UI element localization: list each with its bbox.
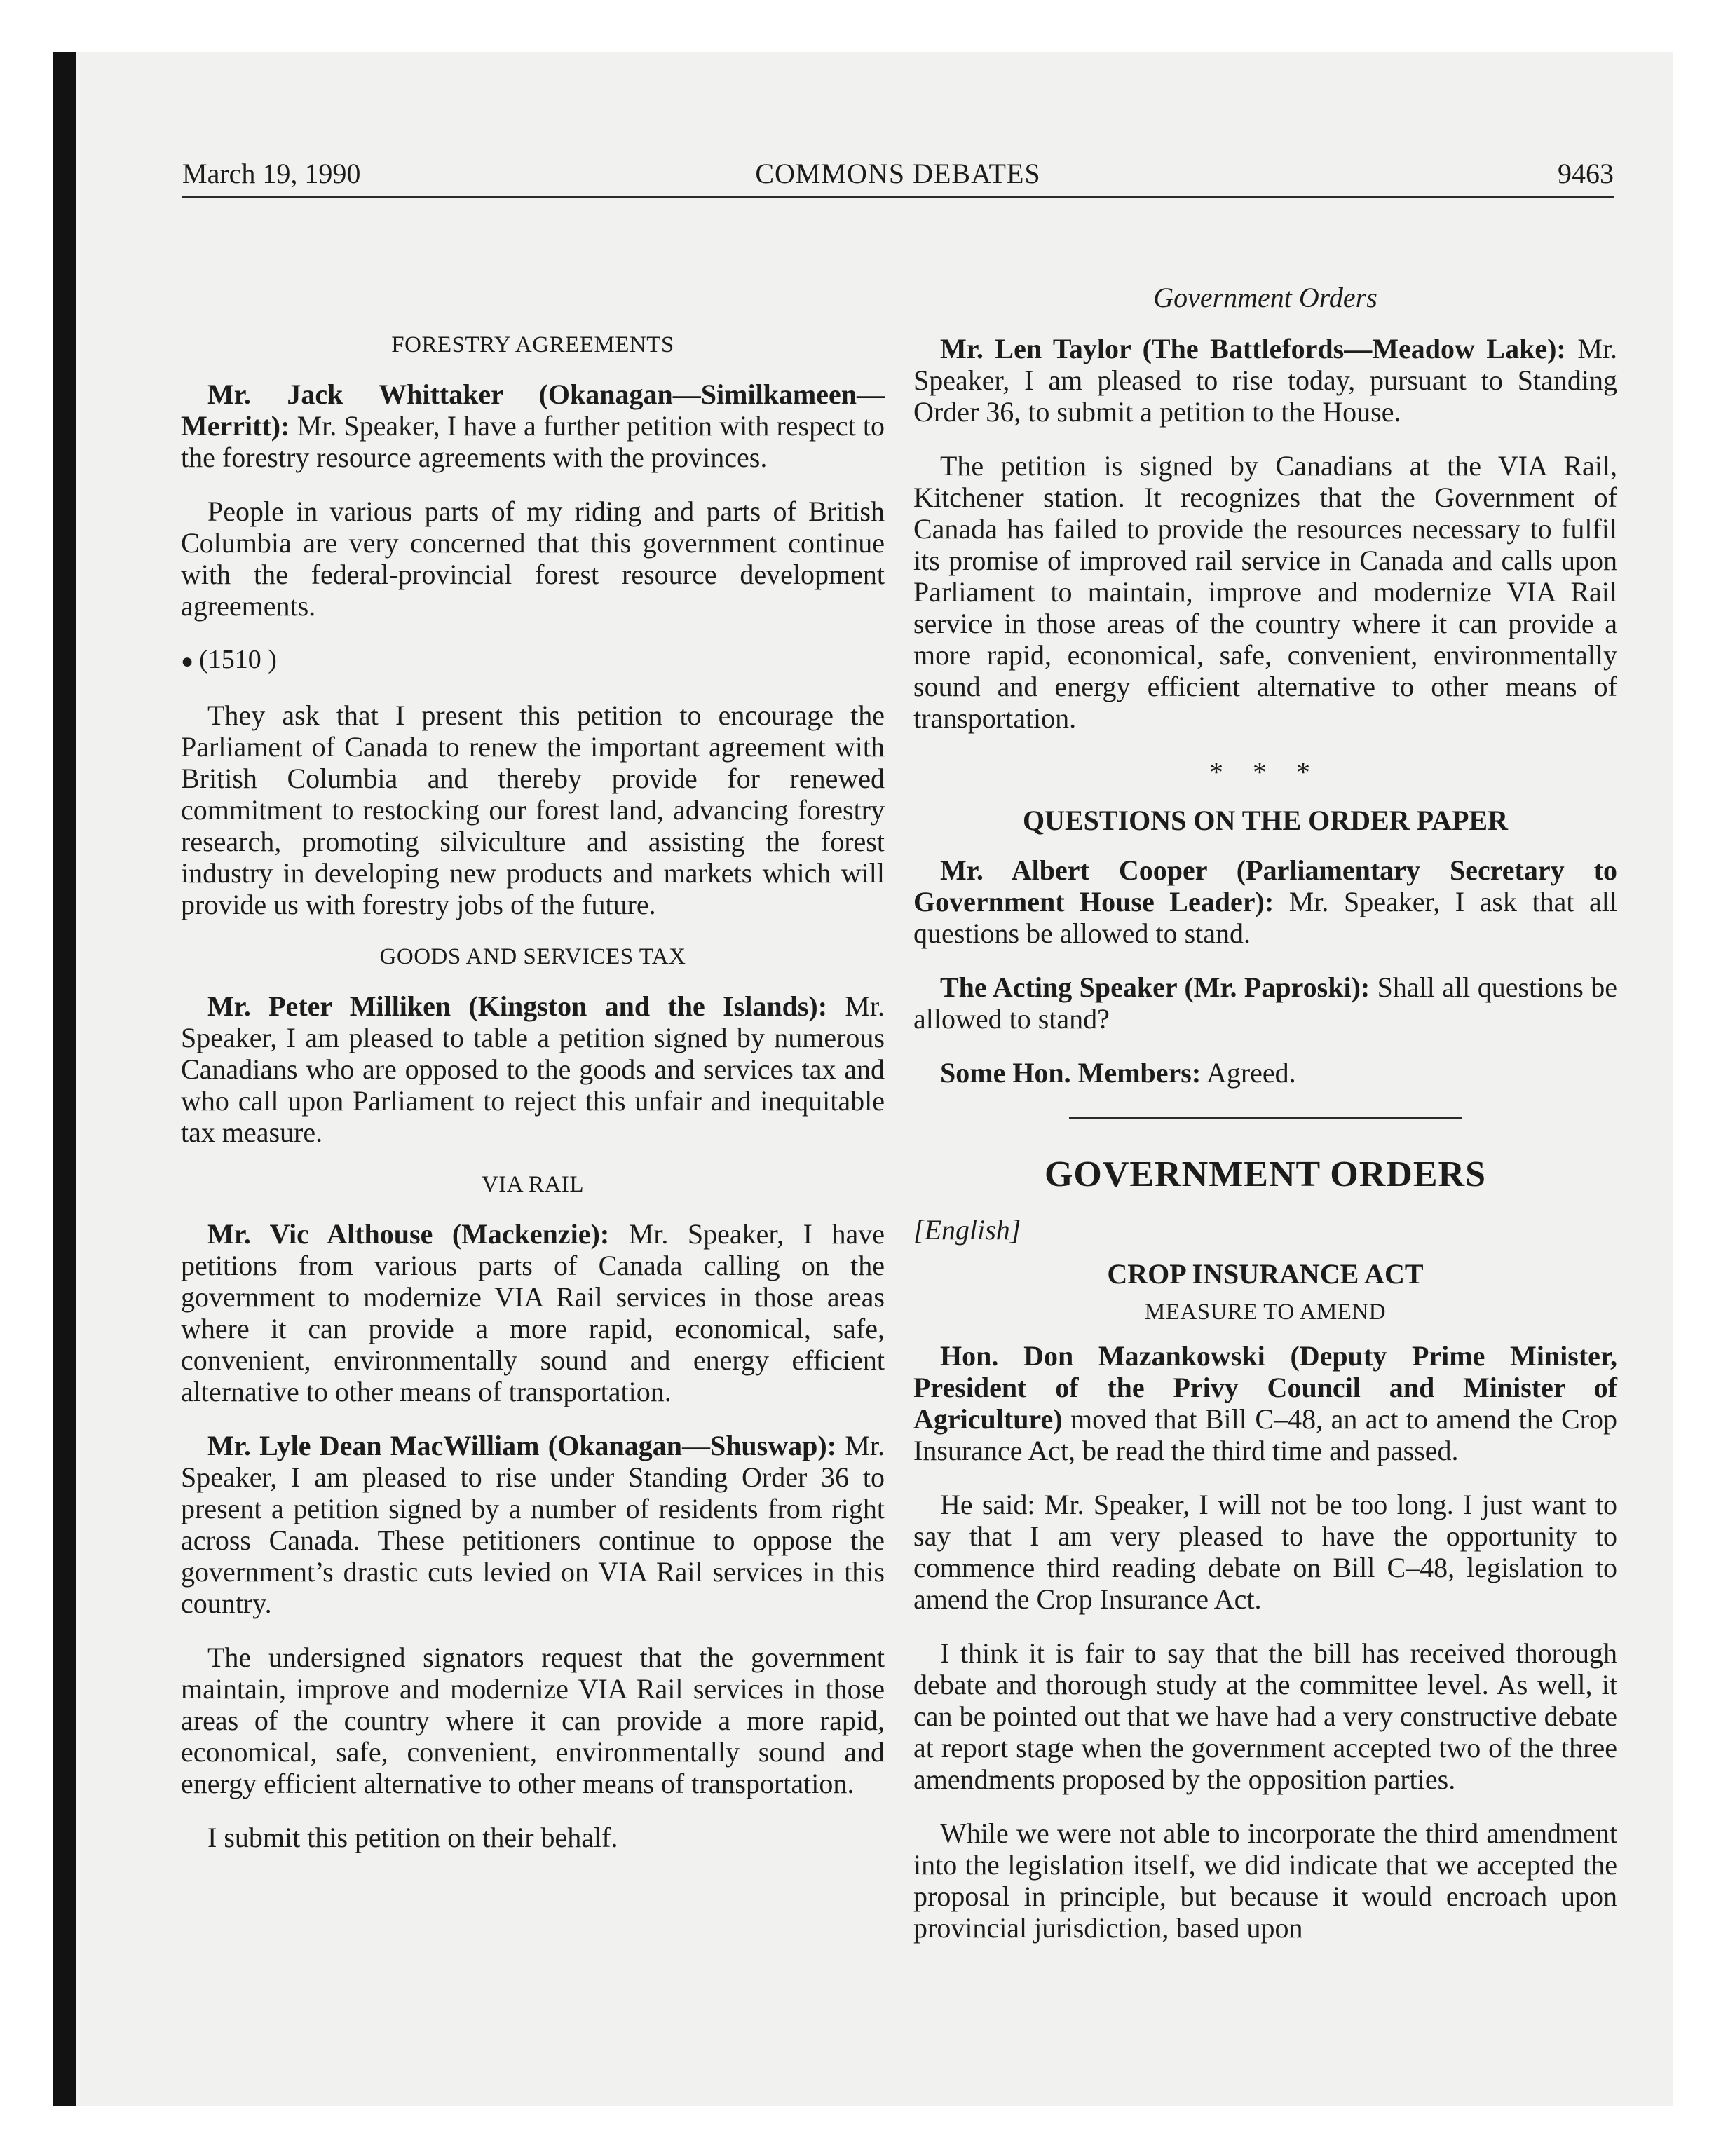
time-marker xyxy=(181,644,885,677)
speaker-name: Hon. Don Mazankowski (Deputy Prime Minister, President of the Privy Council and Minister of Agriculture) xyxy=(913,1340,1617,1435)
speech-text: moved that Bill C–48, an act to amend the Crop Insurance Act, be read the third time and passed. xyxy=(913,1403,1617,1466)
speech-text: Shall all questions be allowed to stand? xyxy=(913,971,1618,1035)
scanned-page xyxy=(53,52,1673,2106)
paragraph: The undersigned signators request that the government maintain, improve and modernize VIA Rail services in those areas of the country where it can provide a more rapid, economical, safe, convenient, environmentally sound and energy efficient alternative to other means of transportation. xyxy=(181,1642,885,1799)
speech-text: Mr. Speaker, I have petitions from various parts of Canada calling on the government to modernize VIA Rail services in those areas where it can provide a more rapid, economical, safe, convenient, environmentally sound and energy efficient alternative to other means of transportation. xyxy=(181,1218,885,1407)
page-binding-edge xyxy=(53,52,76,2106)
paragraph: While we were not able to incorporate the third amendment into the legislation itself, we did indicate that we accepted the proposal in principle, but because it would encroach upon provincial jurisdiction, based upon xyxy=(913,1817,1617,1944)
paragraph xyxy=(913,333,1617,428)
speaker-name: The Acting Speaker (Mr. Paproski): xyxy=(940,971,1370,1003)
speech-text: Mr. Speaker, I am pleased to rise under Standing Order 36 to present a petition signed by a number of residents from right across Canada. These petitioners continue to oppose the government’s drastic cuts levied on VIA Rail services in this country. xyxy=(181,1430,885,1619)
speech-text: Mr. Speaker, I ask that all questions be allowed to stand. xyxy=(913,886,1618,949)
section-heading-government-orders: GOVERNMENT ORDERS xyxy=(1044,1154,1486,1194)
section-heading-questions: QUESTIONS ON THE ORDER PAPER xyxy=(1023,805,1508,836)
paragraph: People in various parts of my riding and parts of British Columbia are very concerned that this government continue with the federal-provincial forest resource development agreements. xyxy=(181,496,885,622)
speaker-name: Mr. Lyle Dean MacWilliam (Okanagan—Shuswap): xyxy=(207,1430,837,1461)
paragraph: I think it is fair to say that the bill has received thorough debate and thorough study at the committee level. As well, it can be pointed out that we have had a very constructive debate at report stage when the government accepted two of the three amendments proposed by the opposition parties. xyxy=(913,1637,1617,1795)
paragraph xyxy=(913,971,1617,1035)
paragraph xyxy=(913,854,1617,949)
bill-heading: CROP INSURANCE ACT xyxy=(1107,1258,1424,1290)
paragraph xyxy=(181,1218,885,1407)
section-heading-gst: GOODS AND SERVICES TAX xyxy=(379,944,686,969)
section-heading-forestry: FORESTRY AGREEMENTS xyxy=(391,332,674,357)
speech-text: Mr. Speaker, I have a further petition with respect to the forestry resource agreements with the provinces. xyxy=(181,410,885,473)
time-marker-text: (1510 ) xyxy=(199,645,277,674)
paragraph xyxy=(181,378,885,473)
left-column xyxy=(181,227,885,2106)
horizontal-rule xyxy=(1069,1117,1462,1119)
section-heading-via-rail: VIA RAIL xyxy=(481,1172,585,1197)
paragraph: He said: Mr. Speaker, I will not be too long. I just want to say that I am very pleased to have the opportunity to commence third reading debate on Bill C–48, legislation to amend the Crop Insurance Act. xyxy=(913,1489,1617,1615)
right-column xyxy=(913,227,1617,2106)
paragraph xyxy=(913,1057,1617,1089)
page-header xyxy=(182,151,1614,198)
speaker-name: Mr. Len Taylor (The Battlefords—Meadow Lake): xyxy=(940,333,1566,364)
header-page-number: 9463 xyxy=(1558,158,1614,189)
language-marker: [English] xyxy=(913,1214,1021,1246)
speaker-name: Mr. Vic Althouse (Mackenzie): xyxy=(207,1218,610,1250)
bullet-icon: ● xyxy=(181,650,194,673)
paragraph: The petition is signed by Canadians at the VIA Rail, Kitchener station. It recognizes that the Government of Canada has failed to provide the resources necessary to fulfil its promise of improved rail service in Canada and calls upon Parliament to maintain, improve and modernize VIA Rail service in those areas of the country where it can provide a more rapid, economical, safe, convenient, environmentally sound and energy efficient alternative to other means of transportation. xyxy=(913,450,1617,734)
speech-text: Mr. Speaker, I am pleased to rise today, pursuant to Standing Order 36, to submit a petition to the House. xyxy=(913,333,1618,428)
speech-text: Agreed. xyxy=(1206,1057,1296,1089)
paragraph: I submit this petition on their behalf. xyxy=(207,1822,618,1853)
running-head: Government Orders xyxy=(1153,282,1377,313)
bill-sub-heading: MEASURE TO AMEND xyxy=(1144,1299,1387,1325)
header-title: COMMONS DEBATES xyxy=(755,158,1041,189)
speaker-name: Mr. Jack Whittaker (Okanagan—Similkameen—Merritt): xyxy=(181,378,885,442)
speaker-name: Mr. Peter Milliken (Kingston and the Islands): xyxy=(207,990,828,1022)
speaker-name: Mr. Albert Cooper (Parliamentary Secretary to Government House Leader): xyxy=(913,854,1617,917)
speaker-name: Some Hon. Members: xyxy=(940,1057,1202,1089)
paragraph xyxy=(181,1430,885,1619)
paragraph xyxy=(181,990,885,1148)
paragraph xyxy=(913,1340,1617,1466)
section-separator-stars: * * * xyxy=(1209,756,1321,788)
header-date: March 19, 1990 xyxy=(182,158,361,189)
paragraph: They ask that I present this petition to encourage the Parliament of Canada to renew the important agreement with British Columbia and thereby provide for renewed commitment to restocking our forest land, advancing forestry research, promoting silviculture and assisting the forest industry in developing new products and markets which will provide us with forestry jobs of the future. xyxy=(181,700,885,920)
speech-text: Mr. Speaker, I am pleased to table a petition signed by numerous Canadians who are opposed to the goods and services tax and who call upon Parliament to reject this unfair and inequitable tax measure. xyxy=(181,990,885,1148)
